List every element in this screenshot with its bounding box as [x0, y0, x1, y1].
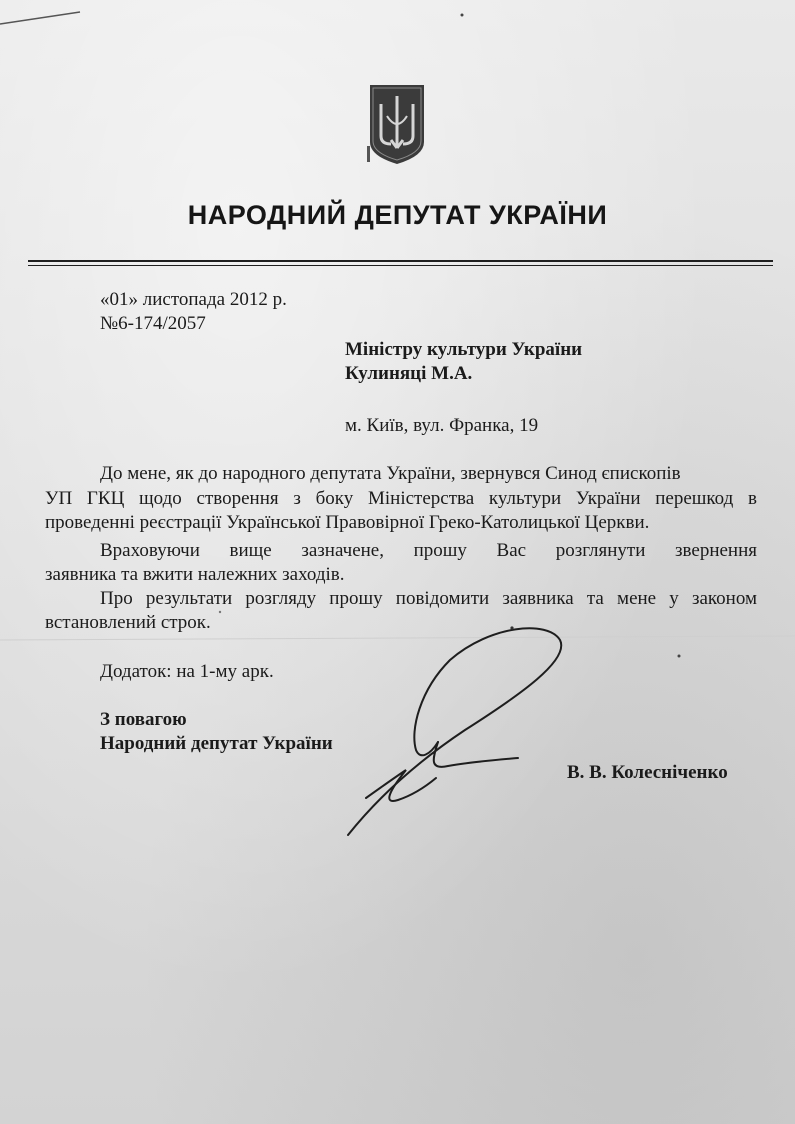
body-paragraph-1-line-2: УП ГКЦ щодо створення з боку Міністерства культури України перешкод в	[45, 488, 757, 509]
body-paragraph-3-line-2: встановлений строк.	[45, 612, 211, 633]
body-paragraph-1-line-3: проведенні реєстрації Української Правовірної Греко-Католицької Церкви.	[45, 512, 650, 533]
letterhead-rule	[28, 260, 773, 262]
signatory-name: В. В. Колесніченко	[567, 762, 728, 783]
closing-position: Народний депутат України	[100, 733, 333, 754]
closing-regards: З повагою	[100, 709, 187, 730]
body-paragraph-1-line-1: До мене, як до народного депутата України, звернувся Синод єпископів	[100, 463, 681, 484]
letter-number: №6-174/2057	[100, 313, 206, 334]
recipient-name: Кулиняці М.А.	[345, 363, 473, 384]
coat-of-arms-trident-icon	[367, 82, 427, 166]
handwritten-signature	[320, 620, 580, 850]
recipient-address: м. Київ, вул. Франка, 19	[345, 415, 539, 436]
letter-date: «01» листопада 2012 р.	[100, 289, 287, 310]
body-paragraph-2-line-2: заявника та вжити належних заходів.	[45, 564, 345, 585]
letterhead-title: НАРОДНИЙ ДЕПУТАТ УКРАЇНИ	[187, 200, 608, 230]
body-paragraph-2-line-1: Враховуючи вище зазначене, прошу Вас розглянути звернення	[100, 540, 757, 561]
body-paragraph-3-line-1: Про результати розгляду прошу повідомити заявника та мене у законом	[100, 588, 757, 609]
recipient-position: Міністру культури України	[345, 339, 583, 360]
attachment-note: Додаток: на 1-му арк.	[100, 661, 274, 682]
letterhead-rule-thin	[28, 265, 773, 266]
